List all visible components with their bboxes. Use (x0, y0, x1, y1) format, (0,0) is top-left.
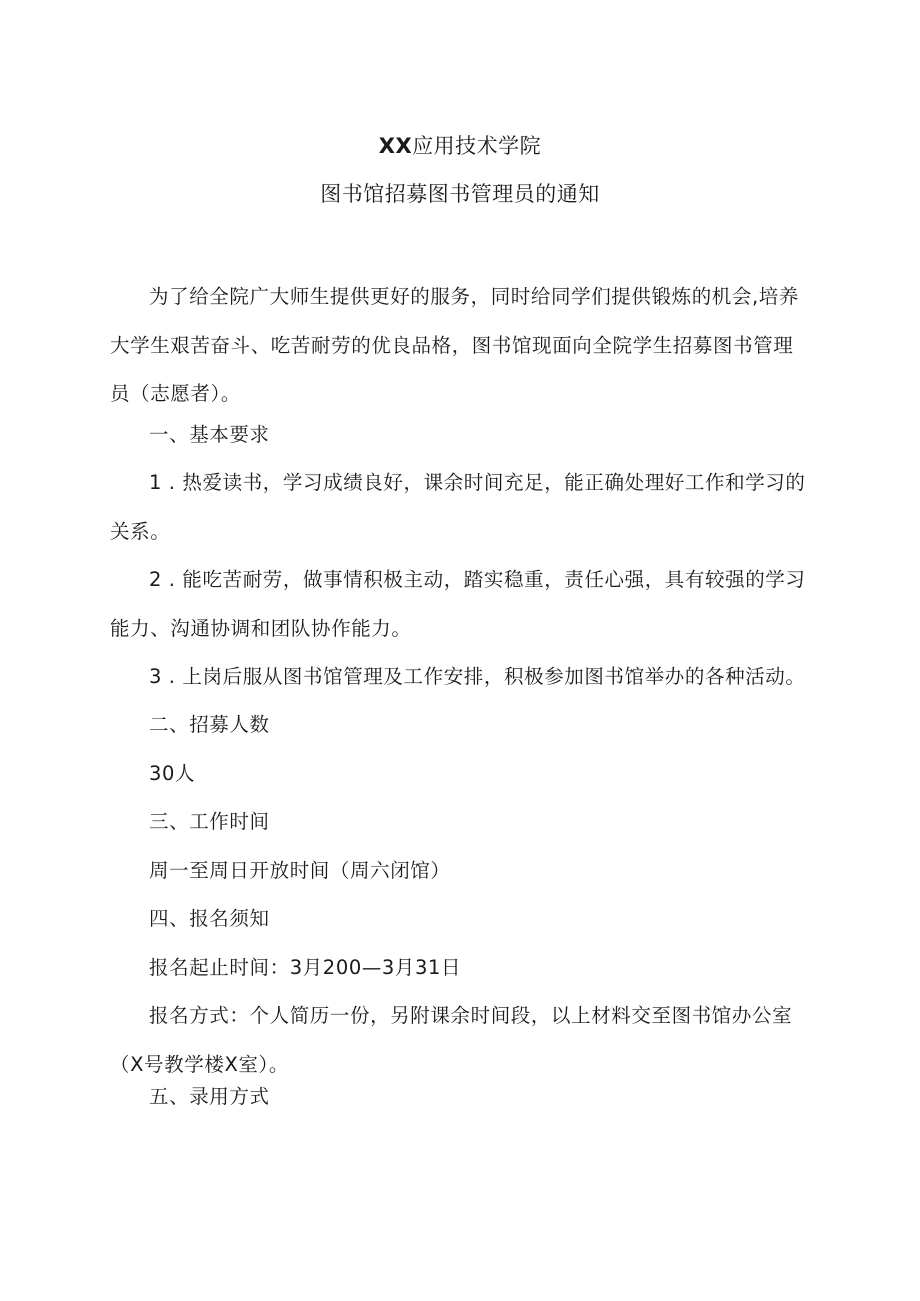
section-heading-headcount: 二、招募人数 (149, 713, 270, 736)
document-title-college (0, 131, 920, 161)
signup-method-paragraph: 报名方式：个人简历一份，另附课余时间段，以上材料交至图书馆办公室（X号教学楼X室）。 (110, 1004, 793, 1076)
requirement-item-2: 2 . 能吃苦耐劳，做事情积极主动，踏实稳重，责任心强，具有较强的学习能力、沟通协调和团队协作能力。 (110, 568, 806, 640)
headcount-value: 30人 (149, 762, 196, 785)
intro-paragraph: 为了给全院广大师生提供更好的服务，同时给同学们提供锻炼的机会,培养大学生艰苦奋斗、吃苦耐劳的优良品格，图书馆现面向全院学生招募图书管理员（志愿者）。 (110, 285, 799, 405)
requirement-item-3: 3 . 上岗后服从图书馆管理及工作安排，积极参加图书馆举办的各种活动。 (149, 665, 806, 688)
section-heading-work-time: 三、工作时间 (149, 810, 270, 833)
section-heading-signup-notes: 四、报名须知 (149, 907, 270, 930)
college-name-prefix: XX (378, 134, 413, 158)
requirement-item-1: 1 . 热爱读书，学习成绩良好，课余时间充足，能正确处理好工作和学习的关系。 (110, 471, 806, 543)
signup-period-text: 报名起止时间：3月200—3月31日 (149, 956, 462, 979)
document-title-notice: 图书馆招募图书管理员的通知 (320, 182, 600, 206)
section-heading-hiring-method: 五、录用方式 (149, 1085, 270, 1108)
work-time-text: 周一至周日开放时间（周六闭馆） (149, 859, 451, 882)
college-name: 应用技术学院 (412, 134, 542, 158)
section-heading-basic-requirements: 一、基本要求 (149, 423, 270, 446)
